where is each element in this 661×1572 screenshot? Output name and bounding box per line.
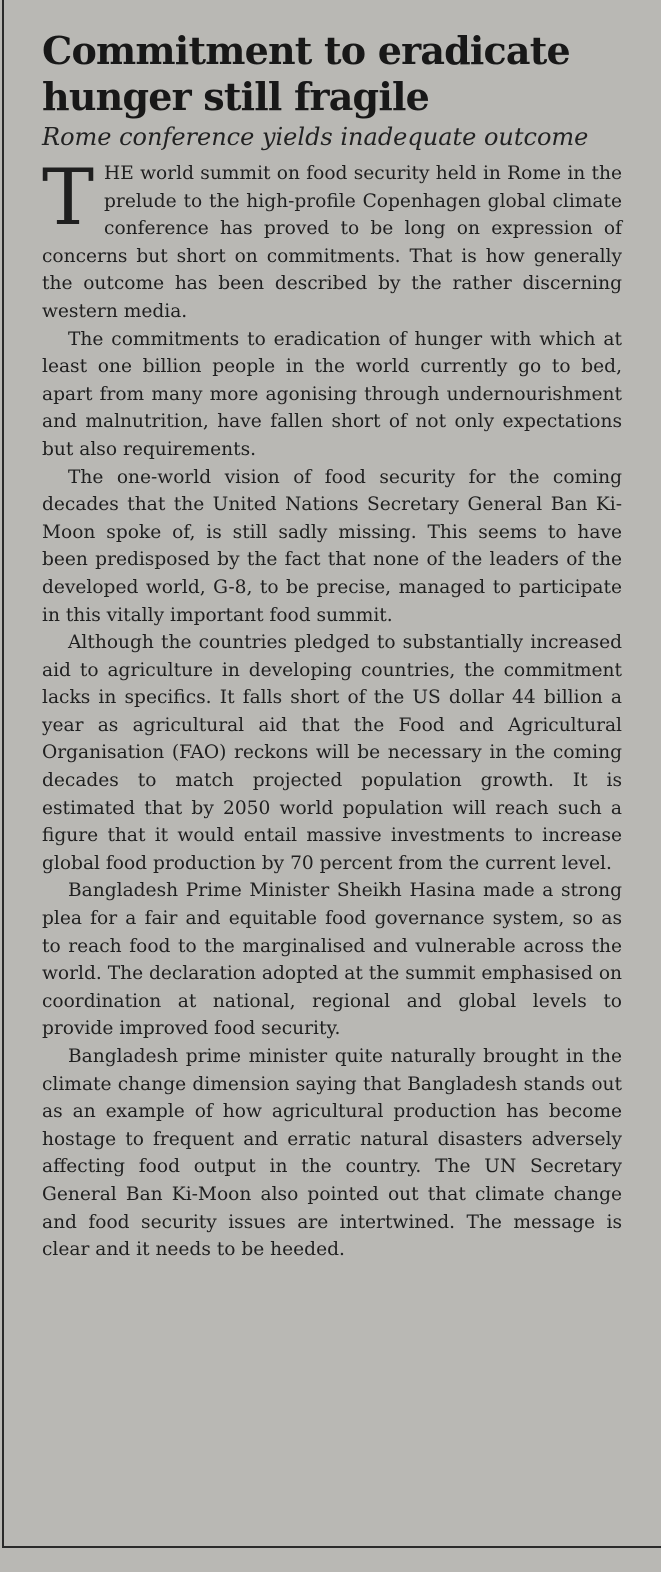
paragraph-4: Although the countries pledged to substantially increased aid to agriculture in developing countries, the commitment lacks in specifics. It falls short of the US dollar 44 billion a year as agricultural aid that the Food and Agricultural Organisation (FAO) reckons will be necessary in the coming decades to match projected population growth. It is estimated that by 2050 world population will reach such a figure that it would entail massive investments to increase global food production by 70 percent from the current level. [42,632,622,874]
paragraph-3: The one-world vision of food security for the coming decades that the United Nations Secretary General Ban Ki-Moon spoke of, is still sadly missing. This seems to have been predisposed by the fact that none of the leaders of the developed world, G-8, to be precise, managed to participate in this vitally important food summit. [42,466,622,626]
article-headline: Commitment to eradicate hunger still fragile [42,28,570,119]
paragraph-6: Bangladesh prime minister quite naturally brought in the climate change dimension saying that Bangladesh stands out as an example of how agricultural production has become hostage to frequent and erratic natural disasters adversely affecting food output in the country. The UN Secretary General Ban Ki-Moon also pointed out that climate change and food security issues are intertwined. The message is clear and it needs to be heeded. [42,1046,622,1261]
article-body [42,153,622,1264]
drop-cap: T [42,153,95,243]
paragraph-5: Bangladesh Prime Minister Sheikh Hasina made a strong plea for a fair and equitable food governance system, so as to reach food to the marginalised and vulnerable across the world. The declaration adopted at the summit emphasised on coordination at national, regional and global levels to provide improved food security. [42,880,622,1040]
column-rule-left [2,0,4,1548]
paragraph-2: The commitments to eradication of hunger with which at least one billion people in the world currently go to bed, apart from many more agonising through undernourishment and malnutrition, have fallen short of not only expectations but also requirements. [42,328,622,460]
paragraph-1 [42,153,622,326]
paragraph-1-text: HE world summit on food security held in Rome in the prelude to the high-profile Copenhagen global climate conference has proved to be long on expression of concerns but short on commitments. That is how generally the outcome has been described by the rather discerning western media. [42,163,622,322]
article-subheadline: Rome conference yields inadequate outcome [42,123,589,151]
news-article [42,28,622,1264]
column-rule-bottom [2,1546,661,1548]
